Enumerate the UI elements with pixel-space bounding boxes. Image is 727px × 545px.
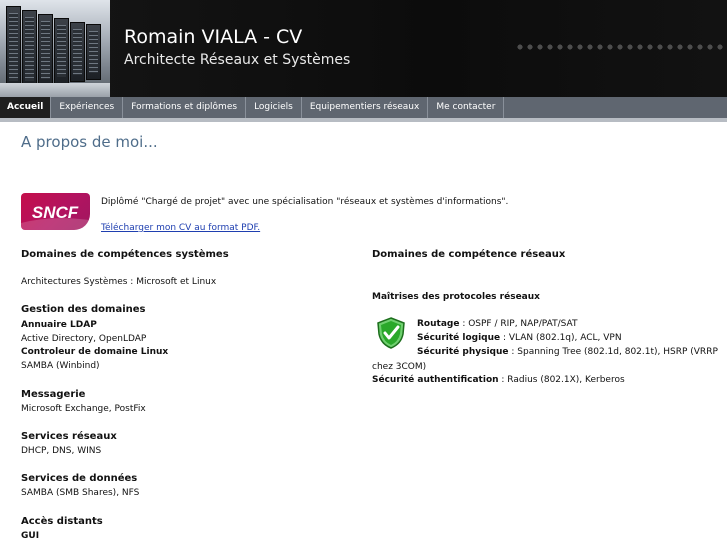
controleur-label: Controleur de domaine Linux [21, 347, 169, 357]
ldap-value: Active Directory, OpenLDAP [21, 334, 147, 344]
controleur-value: SAMBA (Winbind) [21, 361, 100, 371]
download-cv-link[interactable]: Télécharger mon CV au format PDF. [101, 223, 261, 233]
securite-physique-value: : Spanning Tree (802.1d, 802.1t), HSRP (VRRP [508, 347, 718, 357]
securite-physique-label: Sécurité physique [417, 347, 509, 357]
services-reseaux-heading: Services réseaux [21, 431, 117, 442]
securite-auth-label: Sécurité authentification [372, 375, 499, 385]
routage-label: Routage [417, 319, 460, 329]
gestion-heading: Gestion des domaines [21, 304, 146, 315]
securite-physique-continuation: chez 3COM) [372, 362, 427, 372]
page-title: A propos de moi... [21, 133, 158, 151]
server-rack [70, 22, 85, 82]
header-dots-decoration [517, 44, 727, 51]
server-rack [38, 14, 53, 86]
server-room-floor [0, 83, 110, 97]
securite-logique-label: Sécurité logique [417, 333, 501, 343]
services-reseaux-value: DHCP, DNS, WINS [21, 446, 102, 456]
right-section-heading: Domaines de compétence réseaux [372, 249, 566, 260]
architectures-text: Architectures Systèmes : Microsoft et Linux [21, 277, 217, 287]
maitrises-heading: Maîtrises des protocoles réseaux [372, 292, 540, 302]
nav-item-contact[interactable]: Me contacter [428, 97, 504, 118]
left-section-heading: Domaines de compétences systèmes [21, 249, 229, 260]
acces-heading: Accès distants [21, 516, 103, 527]
nav-item-formations[interactable]: Formations et diplômes [123, 97, 246, 118]
sncf-logo [21, 193, 90, 230]
main-nav [0, 97, 727, 122]
securite-logique-value: : VLAN (802.1q), ACL, VPN [500, 333, 622, 343]
server-rack [54, 18, 69, 84]
server-room-photo [0, 0, 110, 97]
securite-auth-value: : Radius (802.1X), Kerberos [498, 375, 625, 385]
messagerie-heading: Messagerie [21, 389, 86, 400]
gui-label: GUI [21, 531, 40, 541]
nav-item-logiciels[interactable]: Logiciels [246, 97, 302, 118]
services-donnees-value: SAMBA (SMB Shares), NFS [21, 488, 140, 498]
routage-line [417, 319, 577, 329]
securite-physique-line [417, 347, 718, 357]
security-shield-check-icon [376, 317, 406, 349]
site-header [0, 0, 727, 97]
server-rack [86, 24, 101, 80]
securite-auth-line [372, 375, 625, 385]
nav-item-experiences[interactable]: Expériences [51, 97, 123, 118]
ldap-label: Annuaire LDAP [21, 320, 97, 330]
nav-item-equipementiers[interactable]: Equipementiers réseaux [302, 97, 429, 118]
site-title: Romain VIALA - CV [124, 26, 303, 48]
sncf-logo-text: SNCF [31, 203, 79, 222]
server-rack [22, 10, 37, 88]
messagerie-value: Microsoft Exchange, PostFix [21, 404, 146, 414]
server-rack [6, 6, 21, 88]
site-subtitle: Architecte Réseaux et Systèmes [124, 52, 351, 68]
nav-item-accueil[interactable]: Accueil [0, 97, 51, 118]
intro-text: Diplômé "Chargé de projet" avec une spécialisation "réseaux et systèmes d'informations". [101, 197, 509, 207]
routage-value: : OSPF / RIP, NAP/PAT/SAT [459, 319, 578, 329]
securite-logique-line [417, 333, 622, 343]
services-donnees-heading: Services de données [21, 473, 138, 484]
